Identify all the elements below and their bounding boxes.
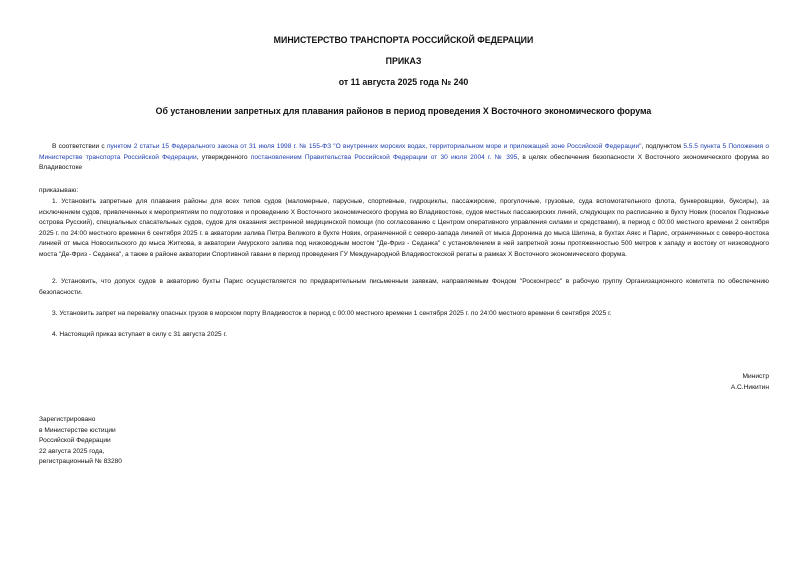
registration-block	[39, 415, 122, 468]
signature-block	[600, 372, 769, 393]
order-word: приказываю:	[39, 187, 79, 194]
ministry-regulation-link[interactable]: 5.5.5 пункта 5 Положения о Министерстве транспорта Российской Федерации	[39, 143, 770, 161]
registration-line: регистрационный № 83280	[39, 458, 122, 465]
order-item-2: 2. Установить, что допуск судов в акваторию бухты Парис осуществляется по предварительным письменным заявкам, направляемым Фондом "Росконгресс" в рабочую группу Организационного комитета по обеспечению безопасности.	[39, 278, 769, 296]
order-item-4: 4. Настоящий приказ вступает в силу с 31 августа 2025 г.	[52, 331, 227, 338]
preamble-text: , утвержденного	[196, 153, 251, 161]
ministry-heading: МИНИСТЕРСТВО ТРАНСПОРТА РОССИЙСКОЙ ФЕДЕРАЦИИ	[273, 35, 534, 45]
preamble-text: В соответствии с	[52, 143, 107, 150]
order-item-3: 3. Установить запрет на перевалку опасных грузов в морском порту Владивосток в период с 00:00 местного времени 1 сентября 2025 г. по 24:00 местного времени 6 сентября 2025 г.	[52, 310, 612, 317]
signature-name: А.С.Никитин	[730, 383, 769, 391]
document-type: ПРИКАЗ	[385, 56, 422, 66]
signature-position: Министр	[742, 373, 769, 380]
government-resolution-link[interactable]: постановлением Правительства Российской Федерации от 30 июля 2004 г. № 395	[250, 153, 518, 161]
document-title: Об установлении запретных для плавания районов в период проведения X Восточного экономического форума	[155, 106, 652, 116]
registration-line: Зарегистрировано	[39, 416, 96, 423]
preamble-paragraph	[39, 142, 769, 174]
document-date-number: от 11 августа 2025 года № 240	[338, 77, 469, 87]
preamble-text: , подпунктом	[641, 143, 684, 150]
preamble-text: , в целях обеспечения безопасности X Восточного экономического форума во Владивостоке	[39, 153, 769, 171]
federal-law-link[interactable]: пунктом 2 статьи 15 Федерального закона от 31 июля 1998 г. № 155-ФЗ "О внутренних морских водах, территориальном море и прилежащей зоне Российской Федерации"	[106, 143, 642, 150]
registration-line: 22 августа 2025 года,	[39, 447, 105, 455]
registration-line: Российской Федерации	[39, 437, 111, 444]
registration-line: в Министерстве юстиции	[39, 426, 116, 434]
order-item-1: 1. Установить запретные для плавания районы для всех типов судов (маломерные, парусные, спортивные, гидроциклы, пассажирские, прогулочные, грузовые, суда вспомогательного флота, бункеровщики, буксиры), за исключением судов, привлеченных к мероприятиям по подготовке и проведению X Восточного экономического форума во Владивостоке, судов местных пассажирских линий, следующих по расписанию в бухту Новик (поселок Подножье острова Русский), специальных спасательных судов, судов для оказания экстренной медицинской помощи (по согласованию с Центром оперативного управления силами и средствами), в период с 00:00 местного времени 2 сентября 2025 г. по 24:00 местного времени 6 сентября 2025 г. в акватории залива Петра Великого в бухте Новик, ограниченной с северо-запада линией от мыса Доронина до мыса Шигина, в бухтах Аякс и Парис, ограниченных с северо-востока линией от мыса Новосильского до мыса Житкова, в акватории Амурского залива под низководным мостом "Де-Фриз - Седанка" с установлением в ней запретной зоны протяженностью 500 метров к западу и востоку от низководного моста "Де-Фриз - Седанка", а также в районе акватории Спортивной гавани в период проведения ГУ Международной Владивостокской регаты в рамках X Восточного экономического форума.	[39, 198, 769, 258]
